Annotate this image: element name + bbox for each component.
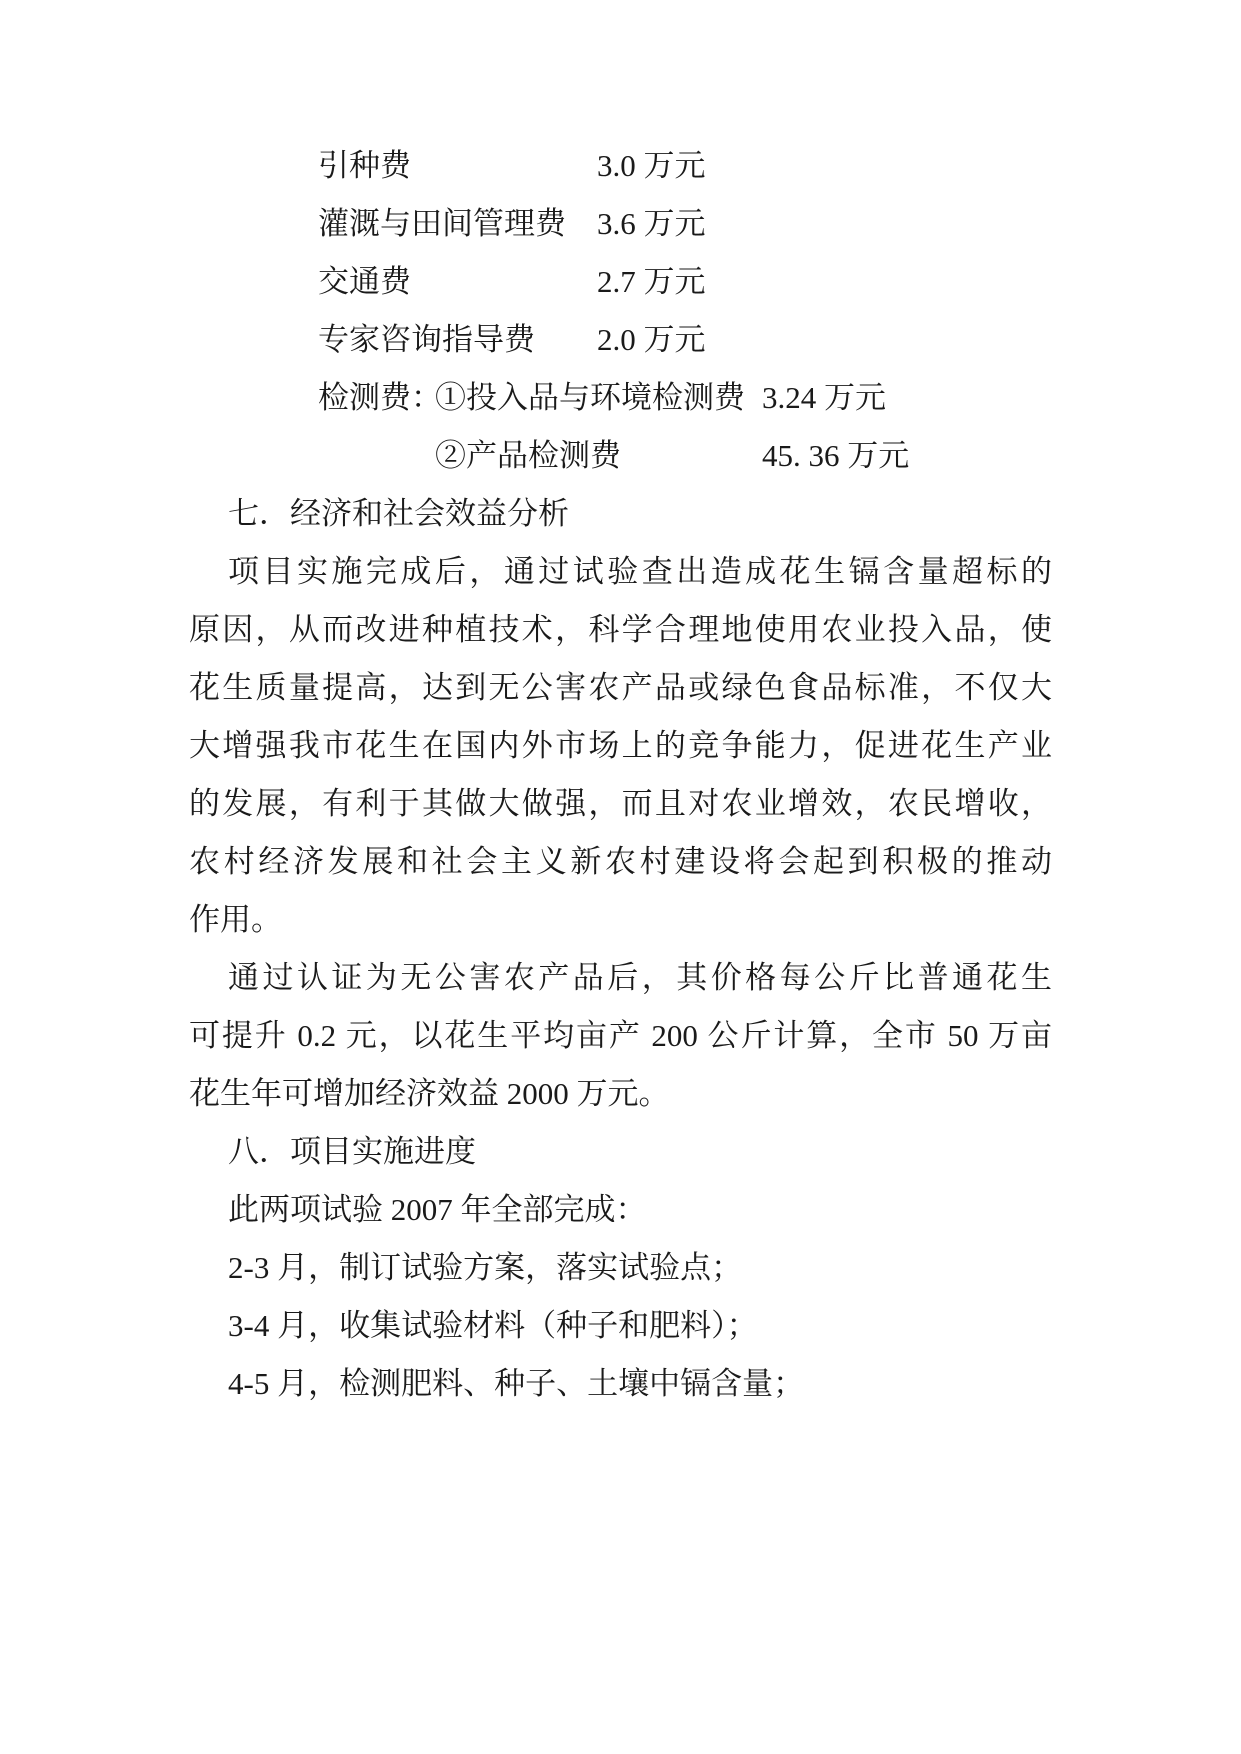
budget-item-name: 专家咨询指导费 (318, 322, 535, 358)
paragraph-line: 花生年可增加经济效益 2000 万元。 (189, 1076, 670, 1111)
paragraph-line: 的发展，有利于其做大做强，而且对农业增效，农民增收， (189, 786, 1052, 822)
testing-item-amount: 45. 36 万元 (762, 438, 910, 473)
schedule-item: 4-5 月，检测肥料、种子、土壤中镉含量； (228, 1366, 805, 1401)
paragraph-line: 农村经济发展和社会主义新农村建设将会起到积极的推动 (189, 844, 1052, 880)
budget-item-amount: 3.0 万元 (597, 148, 706, 183)
schedule-item: 2-3 月，制订试验方案，落实试验点； (228, 1250, 743, 1285)
budget-item-name: 交通费 (318, 264, 411, 300)
paragraph-line: 作用。 (189, 902, 282, 938)
paragraph-line: 原因，从而改进种植技术，科学合理地使用农业投入品，使 (189, 612, 1052, 648)
testing-item-name: ②产品检测费 (435, 438, 621, 474)
testing-fee-label: 检测费： (318, 380, 442, 416)
paragraph-line: 花生质量提高，达到无公害农产品或绿色食品标准，不仅大 (189, 670, 1052, 706)
section-heading: 七．经济和社会效益分析 (228, 496, 569, 532)
budget-item-amount: 2.0 万元 (597, 322, 706, 357)
schedule-item: 3-4 月，收集试验材料（种子和肥料）； (228, 1308, 758, 1343)
budget-item-name: 灌溉与田间管理费 (318, 206, 566, 242)
budget-item-name: 引种费 (318, 148, 411, 184)
schedule-intro: 此两项试验 2007 年全部完成： (228, 1192, 647, 1227)
paragraph-line: 通过认证为无公害农产品后，其价格每公斤比普通花生 (228, 960, 1052, 996)
budget-item-amount: 3.6 万元 (597, 206, 706, 241)
testing-item-amount: 3.24 万元 (762, 380, 886, 415)
paragraph-line: 大增强我市花生在国内外市场上的竞争能力，促进花生产业 (189, 728, 1052, 764)
paragraph-line: 项目实施完成后，通过试验查出造成花生镉含量超标的 (228, 554, 1052, 590)
testing-item-name: ①投入品与环境检测费 (435, 380, 745, 416)
paragraph-line: 可提升 0.2 元，以花生平均亩产 200 公斤计算，全市 50 万亩 (189, 1018, 1052, 1053)
section-heading: 八．项目实施进度 (228, 1134, 476, 1170)
budget-item-amount: 2.7 万元 (597, 264, 706, 299)
